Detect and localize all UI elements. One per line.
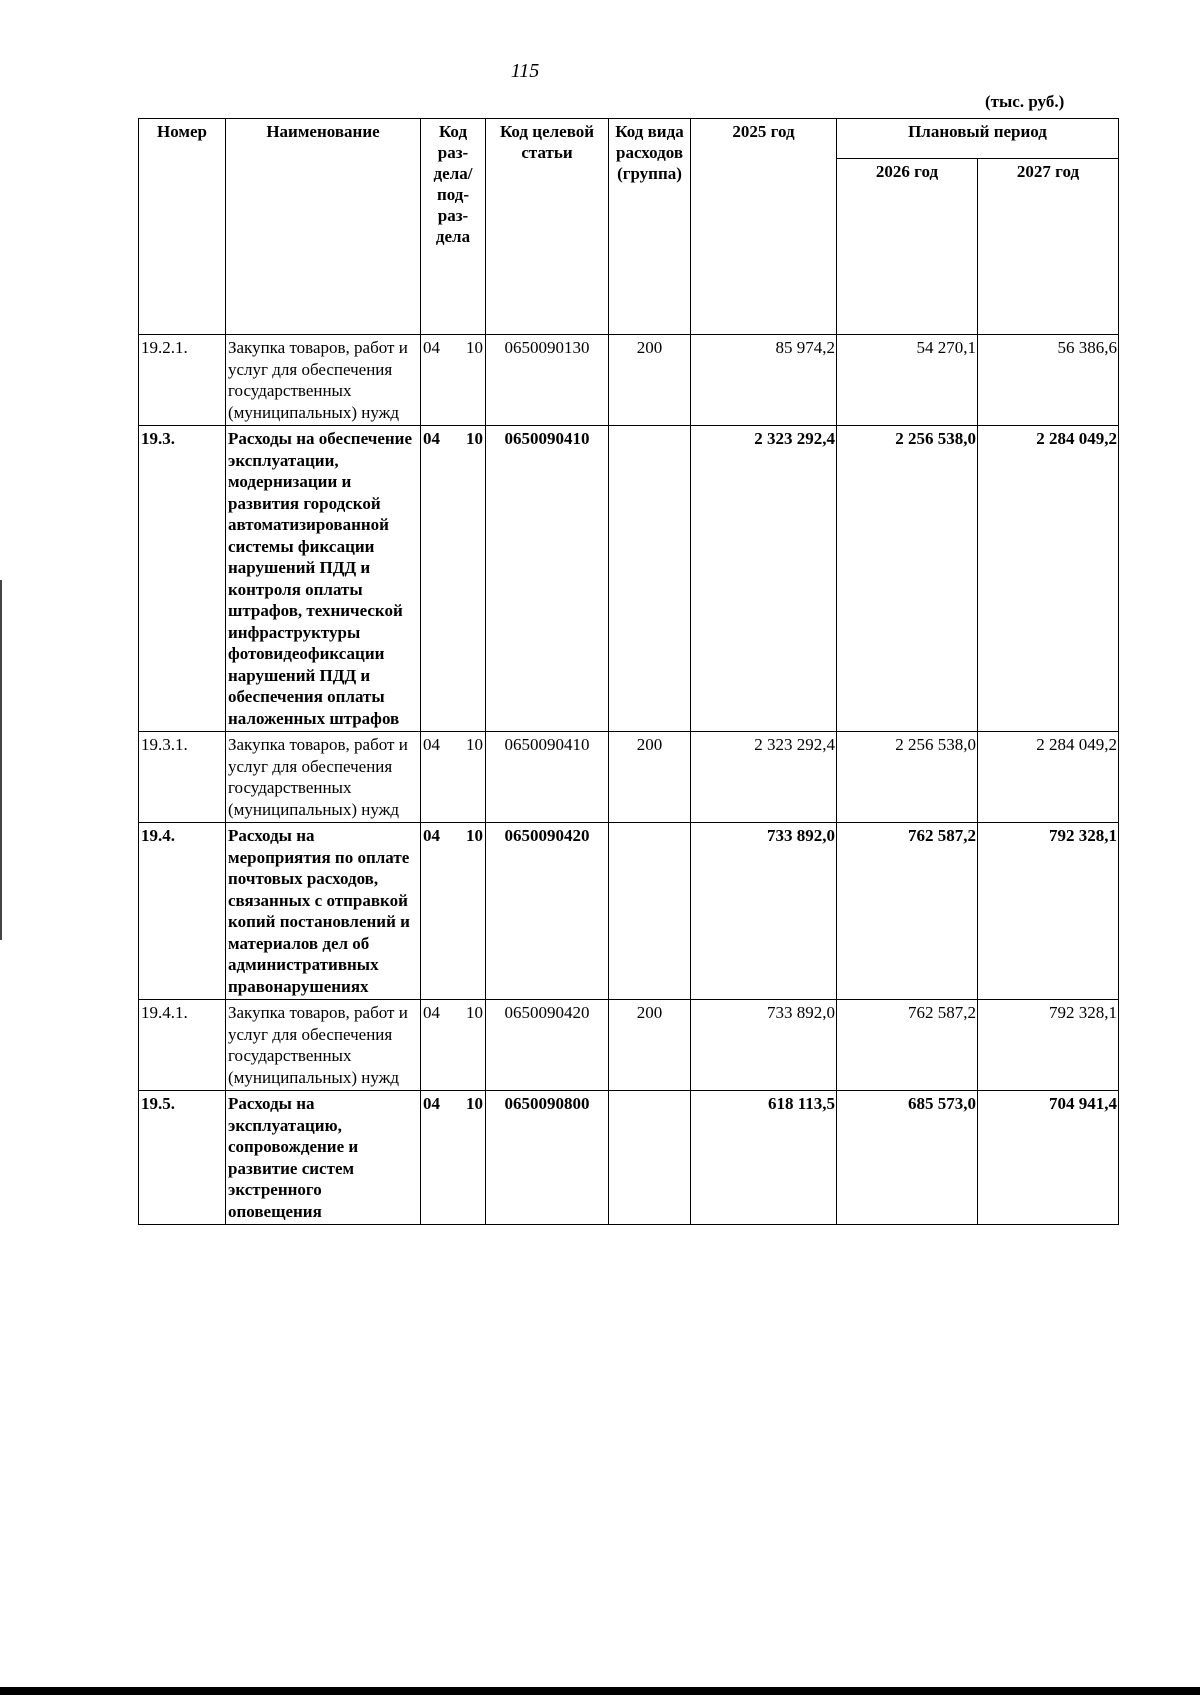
row-amount-2027: 792 328,1 [978,1000,1119,1091]
row-amount-2026: 685 573,0 [837,1091,978,1225]
row-section-code [421,335,486,426]
row-section-code [421,1091,486,1225]
table-row [139,335,1119,426]
row-number: 19.3.1. [139,732,226,823]
header-number: Номер [139,119,226,335]
row-amount-2025: 2 323 292,4 [691,426,837,732]
row-number: 19.3. [139,426,226,732]
row-amount-2025: 618 113,5 [691,1091,837,1225]
row-amount-2025: 733 892,0 [691,823,837,1000]
row-amount-2027: 2 284 049,2 [978,426,1119,732]
row-amount-2026: 54 270,1 [837,335,978,426]
scan-edge-mark [0,580,2,940]
row-target-code: 0650090130 [486,335,609,426]
table-row [139,1091,1119,1225]
header-section-code: Код раз-дела/ под-раз-дела [421,119,486,335]
section-code: 04 [423,1003,440,1022]
row-target-code: 0650090410 [486,426,609,732]
row-section-code [421,823,486,1000]
table-row [139,426,1119,732]
subsection-code: 10 [466,1094,483,1113]
row-amount-2025: 85 974,2 [691,335,837,426]
row-expense-type: 200 [609,335,691,426]
table-row [139,1000,1119,1091]
row-amount-2026: 762 587,2 [837,823,978,1000]
section-code: 04 [423,1094,440,1113]
row-amount-2026: 2 256 538,0 [837,426,978,732]
row-target-code: 0650090420 [486,1000,609,1091]
row-expense-type [609,1091,691,1225]
row-amount-2027: 792 328,1 [978,823,1119,1000]
table-body [139,335,1119,1225]
row-amount-2027: 56 386,6 [978,335,1119,426]
row-expense-type [609,426,691,732]
row-amount-2026: 2 256 538,0 [837,732,978,823]
subsection-code: 10 [466,826,483,845]
section-code: 04 [423,735,440,754]
header-expense-type-code: Код вида расходов (группа) [609,119,691,335]
row-name: Закупка товаров, работ и услуг для обеспечения государственных (муниципальных) нужд [226,732,421,823]
header-year-2026: 2026 год [837,159,978,335]
row-number: 19.2.1. [139,335,226,426]
subsection-code: 10 [466,1003,483,1022]
table-row [139,823,1119,1000]
header-planned-period: Плановый период [837,119,1119,159]
row-number: 19.4. [139,823,226,1000]
header-target-code: Код целевой статьи [486,119,609,335]
row-amount-2027: 2 284 049,2 [978,732,1119,823]
row-name: Расходы на мероприятия по оплате почтовых расходов, связанных с отправкой копий постановлений и материалов дел об административных правонарушениях [226,823,421,1000]
table-row [139,732,1119,823]
subsection-code: 10 [466,429,483,448]
row-name: Закупка товаров, работ и услуг для обеспечения государственных (муниципальных) нужд [226,335,421,426]
row-section-code [421,732,486,823]
scan-bottom-bar [0,1687,1200,1695]
row-amount-2025: 2 323 292,4 [691,732,837,823]
row-name: Расходы на эксплуатацию, сопровождение и развитие систем экстренного оповещения [226,1091,421,1225]
row-amount-2026: 762 587,2 [837,1000,978,1091]
subsection-code: 10 [466,735,483,754]
header-year-2025: 2025 год [691,119,837,335]
section-code: 04 [423,338,440,357]
budget-table [138,118,1119,1225]
units-label: (тыс. руб.) [985,92,1065,111]
row-section-code [421,426,486,732]
page-number: 115 [510,60,540,82]
row-amount-2027: 704 941,4 [978,1091,1119,1225]
row-target-code: 0650090420 [486,823,609,1000]
row-expense-type [609,823,691,1000]
row-amount-2025: 733 892,0 [691,1000,837,1091]
subsection-code: 10 [466,338,483,357]
row-name: Расходы на обеспечение эксплуатации, модернизации и развития городской автоматизированной системы фиксации нарушений ПДД и контроля оплаты штрафов, технической инфраструктуры фотовидеофиксации нарушений ПДД и обеспечения оплаты наложенных штрафов [226,426,421,732]
section-code: 04 [423,429,440,448]
row-section-code [421,1000,486,1091]
row-target-code: 0650090800 [486,1091,609,1225]
table-header [139,119,1119,335]
row-expense-type: 200 [609,732,691,823]
row-name: Закупка товаров, работ и услуг для обеспечения государственных (муниципальных) нужд [226,1000,421,1091]
row-number: 19.5. [139,1091,226,1225]
header-year-2027: 2027 год [978,159,1119,335]
row-target-code: 0650090410 [486,732,609,823]
section-code: 04 [423,826,440,845]
header-name: Наименование [226,119,421,335]
row-number: 19.4.1. [139,1000,226,1091]
row-expense-type: 200 [609,1000,691,1091]
